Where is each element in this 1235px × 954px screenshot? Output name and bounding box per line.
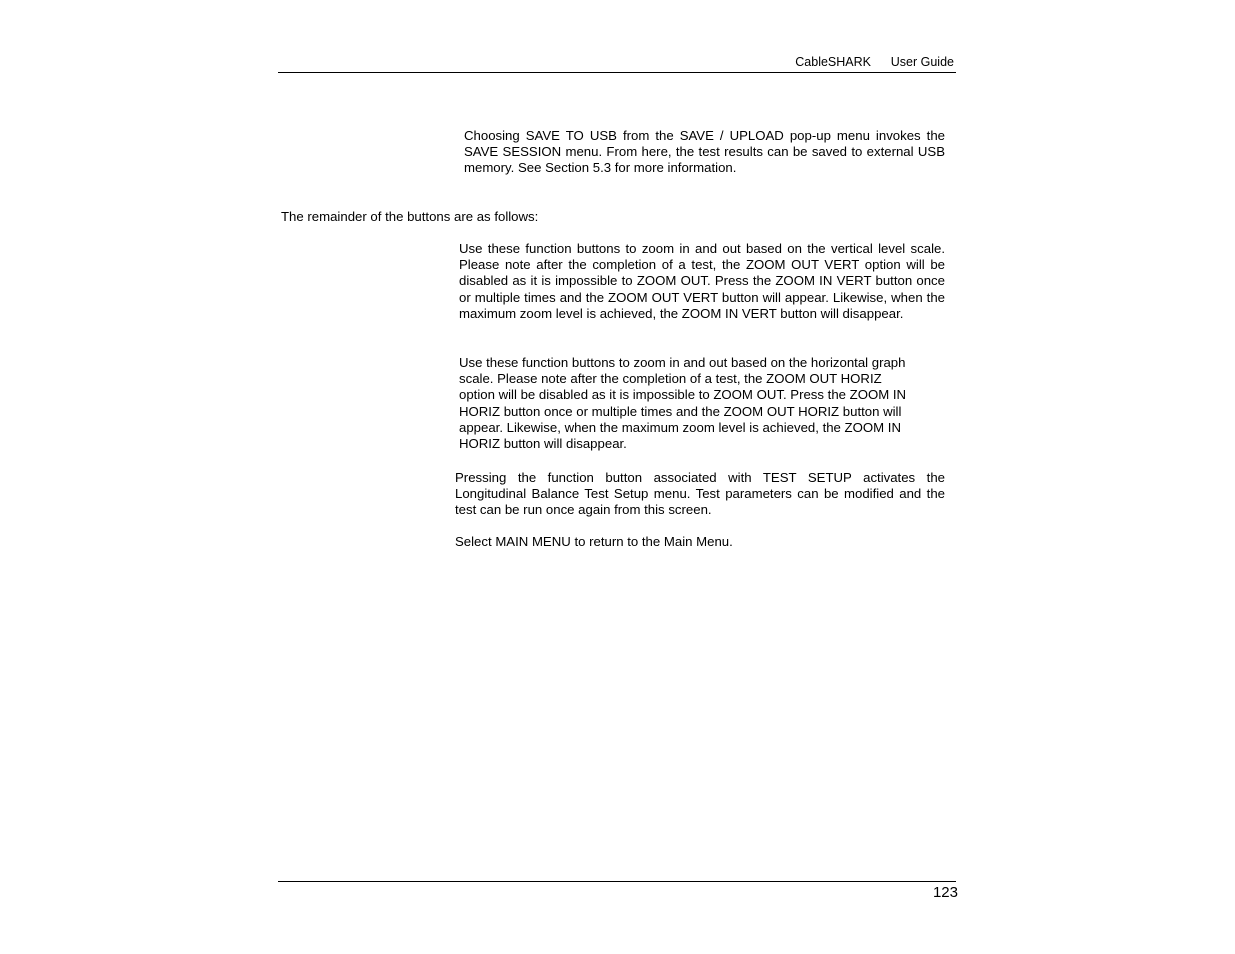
- header-product-name: CableSHARK: [795, 55, 871, 69]
- save-to-usb-paragraph: Choosing SAVE TO USB from the SAVE / UPLOAD pop-up menu invokes the SAVE SESSION menu. From here, the test results can be saved to external USB memory. See Section 5.3 for more information.: [464, 128, 945, 176]
- buttons-intro-paragraph: The remainder of the buttons are as follows:: [281, 209, 539, 224]
- page-header: [278, 54, 956, 73]
- zoom-horiz-paragraph: Use these function buttons to zoom in and out based on the horizontal graph scale. Please note after the completion of a test, the ZOOM OUT HORIZ option will be disabled as it is impossible to ZOOM OUT. Press the ZOOM IN HORIZ button once or multiple times and the ZOOM OUT HORIZ button will appear. Likewise, when the maximum zoom level is achieved, the ZOOM IN HORIZ button will disappear.: [459, 355, 907, 452]
- zoom-vert-paragraph: Use these function buttons to zoom in and out based on the vertical level scale. Please note after the completion of a test, the ZOOM OUT VERT option will be disabled as it is impossible to ZOOM OUT. Press the ZOOM IN VERT button once or multiple times and the ZOOM OUT VERT button will appear. Likewise, when the maximum zoom level is achieved, the ZOOM IN VERT button will disappear.: [459, 241, 945, 321]
- test-setup-paragraph: Pressing the function button associated with TEST SETUP activates the Longitudinal Balance Test Setup menu. Test parameters can be modified and the test can be run once again from this screen.: [455, 470, 945, 518]
- main-menu-paragraph: Select MAIN MENU to return to the Main Menu.: [455, 534, 733, 549]
- footer-rule: [278, 881, 956, 882]
- header-guide-title: User Guide: [890, 55, 954, 69]
- page-number: 123: [932, 884, 958, 901]
